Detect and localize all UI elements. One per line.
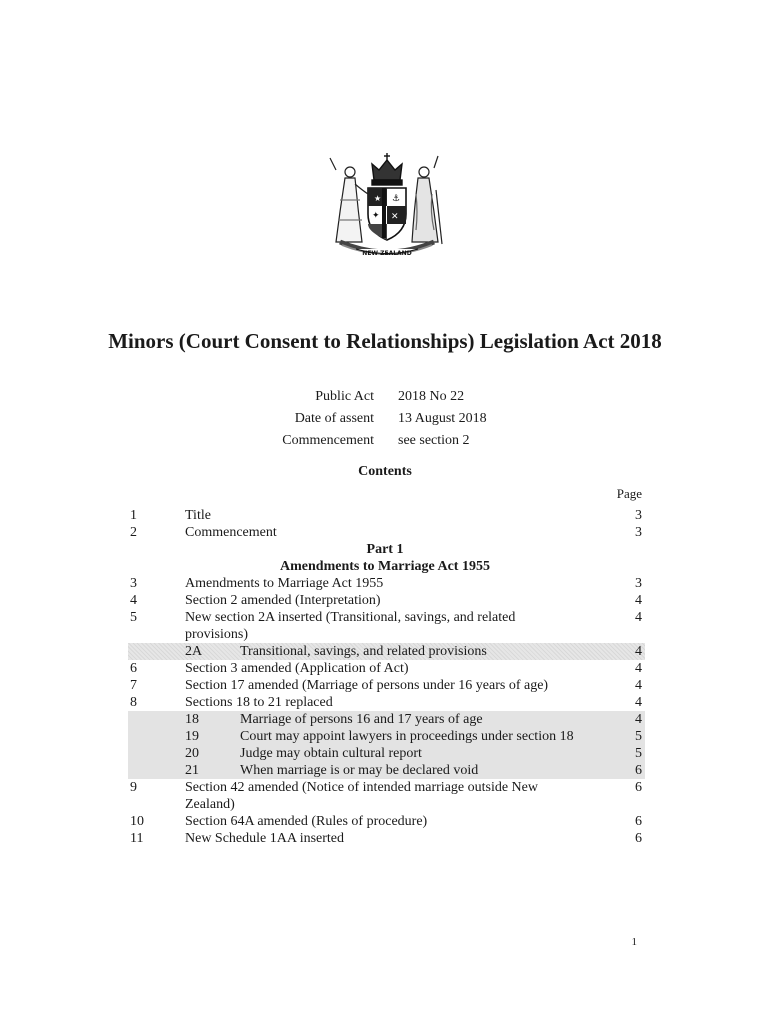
toc-row[interactable] [0,660,770,677]
toc-row[interactable] [0,507,770,524]
meta-label: Date of assent [294,411,374,426]
meta-value: 13 August 2018 [398,411,487,426]
toc-section-number: 3 [130,576,137,591]
new-zealand-coat-of-arms [322,150,452,262]
banner-text: NEW ZEALAND [362,250,412,257]
toc-section-number: 10 [130,814,144,829]
toc-section-number: 7 [130,678,137,693]
toc-subsection-number: 18 [185,712,199,727]
table-of-contents [0,507,770,847]
crown-icon [372,153,402,185]
toc-section-title[interactable]: Title [185,508,211,523]
meta-row-date-of-assent [0,411,770,433]
toc-page-number: 6 [635,763,642,778]
toc-subsection-title[interactable]: Court may appoint lawyers in proceedings under section 18 [240,729,574,744]
toc-subsection-number: 2A [185,644,203,659]
toc-section-number: 2 [130,525,137,540]
footer-page-number: 1 [631,936,637,948]
toc-subsection-number: 19 [185,729,199,744]
toc-section-title[interactable]: Section 2 amended (Interpretation) [185,593,381,608]
toc-row[interactable] [0,779,770,813]
svg-text:★: ★ [374,194,382,203]
toc-row[interactable] [0,592,770,609]
toc-page-number: 5 [635,746,642,761]
toc-subrow[interactable] [128,728,645,745]
toc-page-number: 4 [635,678,642,693]
contents-heading: Contents [358,464,412,479]
toc-subsection-title[interactable]: Marriage of persons 16 and 17 years of age [240,712,483,727]
toc-page-number: 6 [635,814,642,829]
toc-subrow[interactable] [128,745,645,762]
toc-page-number: 4 [635,661,642,676]
meta-value: 2018 No 22 [398,389,465,404]
toc-page-number: 3 [635,576,642,591]
toc-section-title[interactable]: Section 17 amended (Marriage of persons under 16 years of age) [185,678,549,693]
toc-section-title[interactable]: New section 2A inserted (Transitional, savings, and related provisions) [185,610,516,642]
toc-section-number: 4 [130,593,137,608]
toc-page-number: 3 [635,525,642,540]
act-metadata [0,389,770,455]
part-label: Part 1 [366,542,404,557]
toc-page-number: 5 [635,729,642,744]
toc-section-number: 5 [130,610,137,625]
toc-row[interactable] [0,813,770,830]
meta-label: Commencement [282,433,374,448]
toc-section-title[interactable]: Commencement [185,525,277,540]
toc-page-number: 4 [635,644,642,659]
toc-row[interactable] [0,677,770,694]
right-supporter-figure [412,156,442,244]
toc-subsection-title[interactable]: Judge may obtain cultural report [240,746,422,761]
meta-row-public-act [0,389,770,411]
toc-section-title[interactable]: Amendments to Marriage Act 1955 [185,576,384,591]
toc-section-title[interactable]: New Schedule 1AA inserted [185,831,345,846]
toc-section-title[interactable]: Section 42 amended (Notice of intended marriage outside New Zealand) [185,780,538,812]
part-heading[interactable] [0,541,770,575]
toc-subsection-title[interactable]: When marriage is or may be declared void [240,763,479,778]
toc-page-number: 4 [635,593,642,608]
toc-section-title[interactable]: Sections 18 to 21 replaced [185,695,333,710]
toc-page-number: 4 [635,695,642,710]
toc-section-title[interactable]: Section 3 amended (Application of Act) [185,661,409,676]
toc-subrow[interactable] [128,711,645,728]
toc-subrow[interactable] [128,762,645,779]
toc-page-number: 6 [635,831,642,846]
fern-banner [340,242,434,257]
meta-value: see section 2 [398,433,470,448]
toc-row[interactable] [0,575,770,592]
act-title: Minors (Court Consent to Relationships) Legislation Act 2018 [108,329,662,353]
svg-text:✦: ✦ [372,211,380,221]
shield-icon [368,188,406,240]
meta-row-commencement [0,433,770,455]
toc-section-number: 9 [130,780,137,795]
toc-subsection-number: 20 [185,746,199,761]
toc-section-number: 1 [130,508,137,523]
svg-text:⚓: ⚓ [392,194,401,204]
toc-page-number: 6 [635,780,642,795]
toc-section-number: 8 [130,695,137,710]
toc-row[interactable] [0,694,770,711]
meta-label: Public Act [315,389,374,404]
toc-row[interactable] [0,524,770,541]
toc-subrow[interactable] [128,643,645,660]
toc-subsection-title[interactable]: Transitional, savings, and related provisions [240,644,487,659]
toc-section-number: 11 [130,831,144,846]
left-supporter-figure [330,158,368,242]
svg-text:✕: ✕ [391,212,399,222]
toc-page-number: 3 [635,508,642,523]
toc-page-number: 4 [635,610,642,625]
toc-section-number: 6 [130,661,137,676]
part-title[interactable]: Amendments to Marriage Act 1955 [280,559,490,574]
toc-row[interactable] [0,609,770,643]
page-column-heading: Page [616,486,642,501]
toc-row[interactable] [0,830,770,847]
toc-section-title[interactable]: Section 64A amended (Rules of procedure) [185,814,428,829]
toc-subsection-number: 21 [185,763,199,778]
toc-page-number: 4 [635,712,642,727]
